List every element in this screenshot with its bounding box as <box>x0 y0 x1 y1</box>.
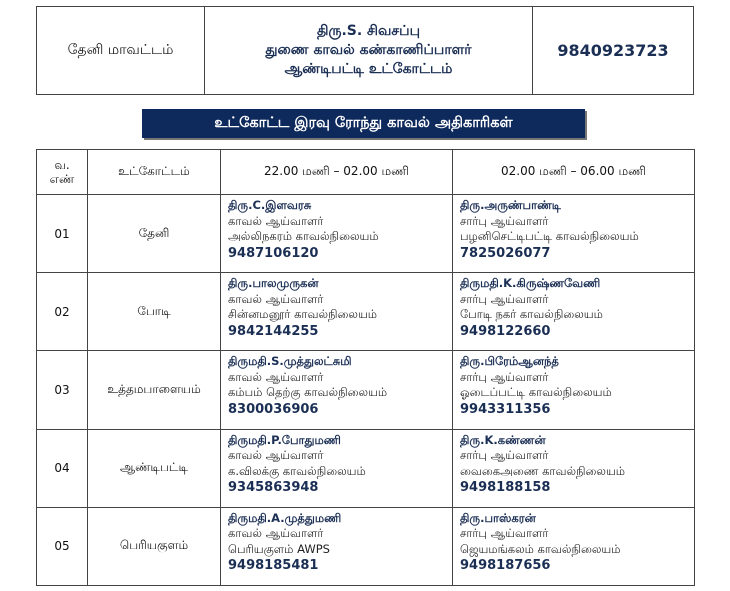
header-shift-2: 02.00 மணி – 06.00 மணி <box>453 150 695 195</box>
table-row <box>37 351 695 429</box>
table-row <box>37 195 695 273</box>
officer-name: திருமதி.S.முத்துலட்சுமி <box>228 354 352 369</box>
officer-designation: சார்பு ஆய்வாளர் <box>460 526 549 541</box>
row-serial-no: 03 <box>37 351 88 429</box>
district-name: தேனி மாவட்டம் <box>37 7 205 94</box>
officer-station: க.விலக்கு காவல்நிலையம் <box>228 463 366 478</box>
officer-name: திருமதி.P.போதுமணி <box>228 432 341 447</box>
officer-name: திரு.K.கண்ணன் <box>460 432 546 447</box>
officer-designation: காவல் ஆய்வாளர் <box>228 369 324 384</box>
officer-phone: 9498122660 <box>460 323 551 339</box>
officer-station: கம்பம் தெற்கு காவல்நிலையம் <box>228 385 388 400</box>
row-serial-no: 04 <box>37 429 88 507</box>
row-subdivision: உத்தமபாளையம் <box>88 351 221 429</box>
officer-station: சின்னமனூர் காவல்நிலையம் <box>228 307 378 322</box>
officer-phone: 9498185481 <box>228 558 319 574</box>
officer-phone: 7825026077 <box>460 245 551 261</box>
officer-station: போடி நகர் காவல்நிலையம் <box>460 307 603 322</box>
officer-station: ஓடைப்பட்டி காவல்நிலையம் <box>460 385 612 400</box>
officer-phone: 9498188158 <box>460 480 551 496</box>
header-box <box>36 6 694 95</box>
night-patrol-table <box>36 149 695 586</box>
officer-phone: 9498187656 <box>460 558 551 574</box>
dsp-designation: துணை காவல் கண்காணிப்பாளர் <box>265 42 472 58</box>
table-row <box>37 507 695 585</box>
table-row <box>37 273 695 351</box>
header-serial-no: வ. எண் <box>37 150 88 195</box>
dsp-subdivision: ஆண்டிபட்டி உட்கோட்டம் <box>284 61 453 77</box>
row-subdivision: ஆண்டிபட்டி <box>88 429 221 507</box>
officer-phone: 9487106120 <box>228 245 319 261</box>
officer-station: ஜெயமங்கலம் காவல்நிலையம் <box>460 541 621 556</box>
officer-name: திரு.அருண்பாண்டி <box>460 198 561 212</box>
officer-phone: 9345863948 <box>228 480 319 496</box>
shift-1-officer <box>221 507 453 585</box>
dsp-officer <box>205 7 533 94</box>
officer-station: வைகைஅணை காவல்நிலையம் <box>460 463 626 478</box>
officer-phone: 8300036906 <box>228 401 319 417</box>
row-subdivision: போடி <box>88 273 221 351</box>
officer-station: அல்லிநகரம் காவல்நிலையம் <box>228 229 379 243</box>
officer-name: திரு.பாஸ்கரன் <box>460 510 536 525</box>
dsp-phone: 9840923723 <box>557 41 669 60</box>
page-title-banner: உட்கோட்ட இரவு ரோந்து காவல் அதிகாரிகள் <box>142 109 585 138</box>
officer-designation: சார்பு ஆய்வாளர் <box>460 369 549 384</box>
officer-name: திருமதி.K.கிருஷ்ணவேணி <box>460 276 601 291</box>
officer-designation: காவல் ஆய்வாளர் <box>228 291 324 306</box>
table-row <box>37 429 695 507</box>
shift-1-officer <box>221 273 453 351</box>
shift-2-officer <box>453 351 695 429</box>
row-subdivision: பெரியகுளம் <box>88 507 221 585</box>
officer-station: பழனிசெட்டிபட்டி காவல்நிலையம் <box>460 229 639 243</box>
header-subdivision: உட்கோட்டம் <box>88 150 221 195</box>
officer-name: திரு.பாலமுருகன் <box>228 276 319 291</box>
officer-name: திரு.C.இளவரசு <box>228 198 312 212</box>
officer-designation: சார்பு ஆய்வாளர் <box>460 213 549 228</box>
officer-name: திருமதி.A.முத்துமணி <box>228 510 342 525</box>
officer-phone: 9842144255 <box>228 323 319 339</box>
shift-1-officer <box>221 351 453 429</box>
officer-designation: சார்பு ஆய்வாளர் <box>460 448 549 463</box>
officer-designation: சார்பு ஆய்வாளர் <box>460 291 549 306</box>
shift-2-officer <box>453 429 695 507</box>
officer-designation: காவல் ஆய்வாளர் <box>228 448 324 463</box>
officer-name: திரு.பிரேம்ஆனந்த் <box>460 354 559 369</box>
row-serial-no: 05 <box>37 507 88 585</box>
row-subdivision: தேனி <box>88 195 221 273</box>
shift-1-officer <box>221 429 453 507</box>
shift-2-officer <box>453 195 695 273</box>
officer-station: பெரியகுளம் AWPS <box>228 541 330 556</box>
row-serial-no: 02 <box>37 273 88 351</box>
header-shift-1: 22.00 மணி – 02.00 மணி <box>221 150 453 195</box>
dsp-name: திரு.S. சிவசப்பு <box>317 23 420 39</box>
officer-phone: 9943311356 <box>460 401 551 417</box>
shift-2-officer <box>453 273 695 351</box>
shift-2-officer <box>453 507 695 585</box>
row-serial-no: 01 <box>37 195 88 273</box>
officer-designation: காவல் ஆய்வாளர் <box>228 213 324 228</box>
officer-designation: காவல் ஆய்வாளர் <box>228 526 324 541</box>
shift-1-officer <box>221 195 453 273</box>
table-header-row <box>37 150 695 195</box>
